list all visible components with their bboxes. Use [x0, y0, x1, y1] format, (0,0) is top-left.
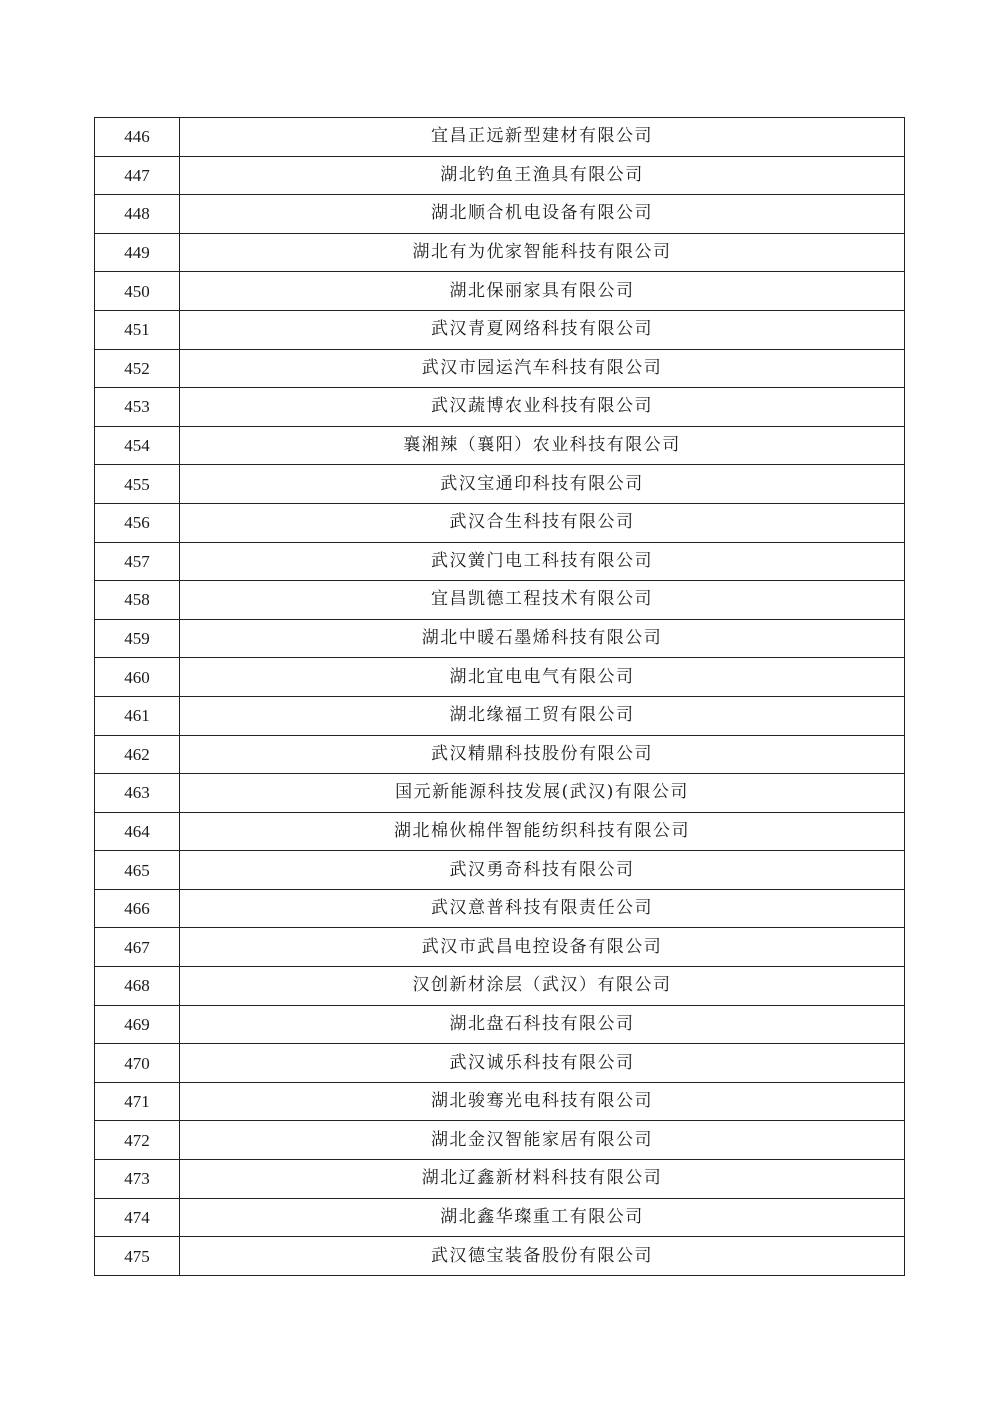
- company-name: 武汉合生科技有限公司: [180, 503, 905, 542]
- table-row: [95, 1082, 905, 1121]
- table-row: [95, 349, 905, 388]
- table-row: [95, 426, 905, 465]
- table-row: [95, 851, 905, 890]
- company-name: 湖北宜电电气有限公司: [180, 658, 905, 697]
- company-name: 湖北金汉智能家居有限公司: [180, 1121, 905, 1160]
- company-name: 武汉青夏网络科技有限公司: [180, 310, 905, 349]
- row-number: 469: [95, 1005, 180, 1044]
- row-number: 460: [95, 658, 180, 697]
- table-row: [95, 195, 905, 234]
- company-name: 武汉精鼎科技股份有限公司: [180, 735, 905, 774]
- row-number: 450: [95, 272, 180, 311]
- row-number: 458: [95, 581, 180, 620]
- table-row: [95, 581, 905, 620]
- table-row: [95, 889, 905, 928]
- row-number: 470: [95, 1044, 180, 1083]
- table-row: [95, 1237, 905, 1276]
- company-name: 武汉意普科技有限责任公司: [180, 889, 905, 928]
- table-row: [95, 272, 905, 311]
- row-number: 446: [95, 118, 180, 157]
- company-name: 湖北棉伙棉伴智能纺织科技有限公司: [180, 812, 905, 851]
- table-row: [95, 967, 905, 1006]
- company-name: 湖北辽鑫新材料科技有限公司: [180, 1160, 905, 1199]
- company-name: 湖北顺合机电设备有限公司: [180, 195, 905, 234]
- company-name: 宜昌凯德工程技术有限公司: [180, 581, 905, 620]
- row-number: 465: [95, 851, 180, 890]
- row-number: 449: [95, 233, 180, 272]
- company-name: 武汉勇奇科技有限公司: [180, 851, 905, 890]
- row-number: 466: [95, 889, 180, 928]
- row-number: 459: [95, 619, 180, 658]
- table-row: [95, 812, 905, 851]
- row-number: 467: [95, 928, 180, 967]
- table-row: [95, 1198, 905, 1237]
- company-name: 湖北鑫华璨重工有限公司: [180, 1198, 905, 1237]
- table-row: [95, 503, 905, 542]
- row-number: 468: [95, 967, 180, 1006]
- table-row: [95, 1160, 905, 1199]
- company-name: 湖北骏骞光电科技有限公司: [180, 1082, 905, 1121]
- table-row: [95, 735, 905, 774]
- row-number: 456: [95, 503, 180, 542]
- company-name: 武汉市园运汽车科技有限公司: [180, 349, 905, 388]
- table-row: [95, 465, 905, 504]
- table-row: [95, 118, 905, 157]
- company-name: 襄湘辣（襄阳）农业科技有限公司: [180, 426, 905, 465]
- row-number: 447: [95, 156, 180, 195]
- row-number: 464: [95, 812, 180, 851]
- table-row: [95, 388, 905, 427]
- table-row: [95, 233, 905, 272]
- company-name: 武汉市武昌电控设备有限公司: [180, 928, 905, 967]
- company-name: 湖北缘福工贸有限公司: [180, 696, 905, 735]
- company-name: 武汉德宝装备股份有限公司: [180, 1237, 905, 1276]
- company-name: 武汉蔬博农业科技有限公司: [180, 388, 905, 427]
- row-number: 448: [95, 195, 180, 234]
- company-name: 武汉黉门电工科技有限公司: [180, 542, 905, 581]
- company-name: 湖北中暖石墨烯科技有限公司: [180, 619, 905, 658]
- row-number: 455: [95, 465, 180, 504]
- row-number: 451: [95, 310, 180, 349]
- company-name: 湖北盘石科技有限公司: [180, 1005, 905, 1044]
- table-row: [95, 310, 905, 349]
- company-name: 湖北有为优家智能科技有限公司: [180, 233, 905, 272]
- row-number: 457: [95, 542, 180, 581]
- company-table: [94, 117, 905, 1276]
- row-number: 471: [95, 1082, 180, 1121]
- row-number: 462: [95, 735, 180, 774]
- company-name: 湖北钓鱼王渔具有限公司: [180, 156, 905, 195]
- company-name: 武汉诚乐科技有限公司: [180, 1044, 905, 1083]
- table-row: [95, 1121, 905, 1160]
- table-row: [95, 658, 905, 697]
- table-row: [95, 1044, 905, 1083]
- row-number: 452: [95, 349, 180, 388]
- company-name: 湖北保丽家具有限公司: [180, 272, 905, 311]
- table-row: [95, 774, 905, 813]
- company-name: 宜昌正远新型建材有限公司: [180, 118, 905, 157]
- company-name: 汉创新材涂层（武汉）有限公司: [180, 967, 905, 1006]
- table-row: [95, 1005, 905, 1044]
- row-number: 474: [95, 1198, 180, 1237]
- row-number: 475: [95, 1237, 180, 1276]
- row-number: 453: [95, 388, 180, 427]
- row-number: 461: [95, 696, 180, 735]
- table-row: [95, 542, 905, 581]
- table-row: [95, 619, 905, 658]
- table-row: [95, 928, 905, 967]
- table-row: [95, 156, 905, 195]
- row-number: 473: [95, 1160, 180, 1199]
- table-row: [95, 696, 905, 735]
- row-number: 472: [95, 1121, 180, 1160]
- company-name: 国元新能源科技发展(武汉)有限公司: [180, 774, 905, 813]
- company-name: 武汉宝通印科技有限公司: [180, 465, 905, 504]
- row-number: 463: [95, 774, 180, 813]
- row-number: 454: [95, 426, 180, 465]
- company-table-body: [95, 118, 905, 1276]
